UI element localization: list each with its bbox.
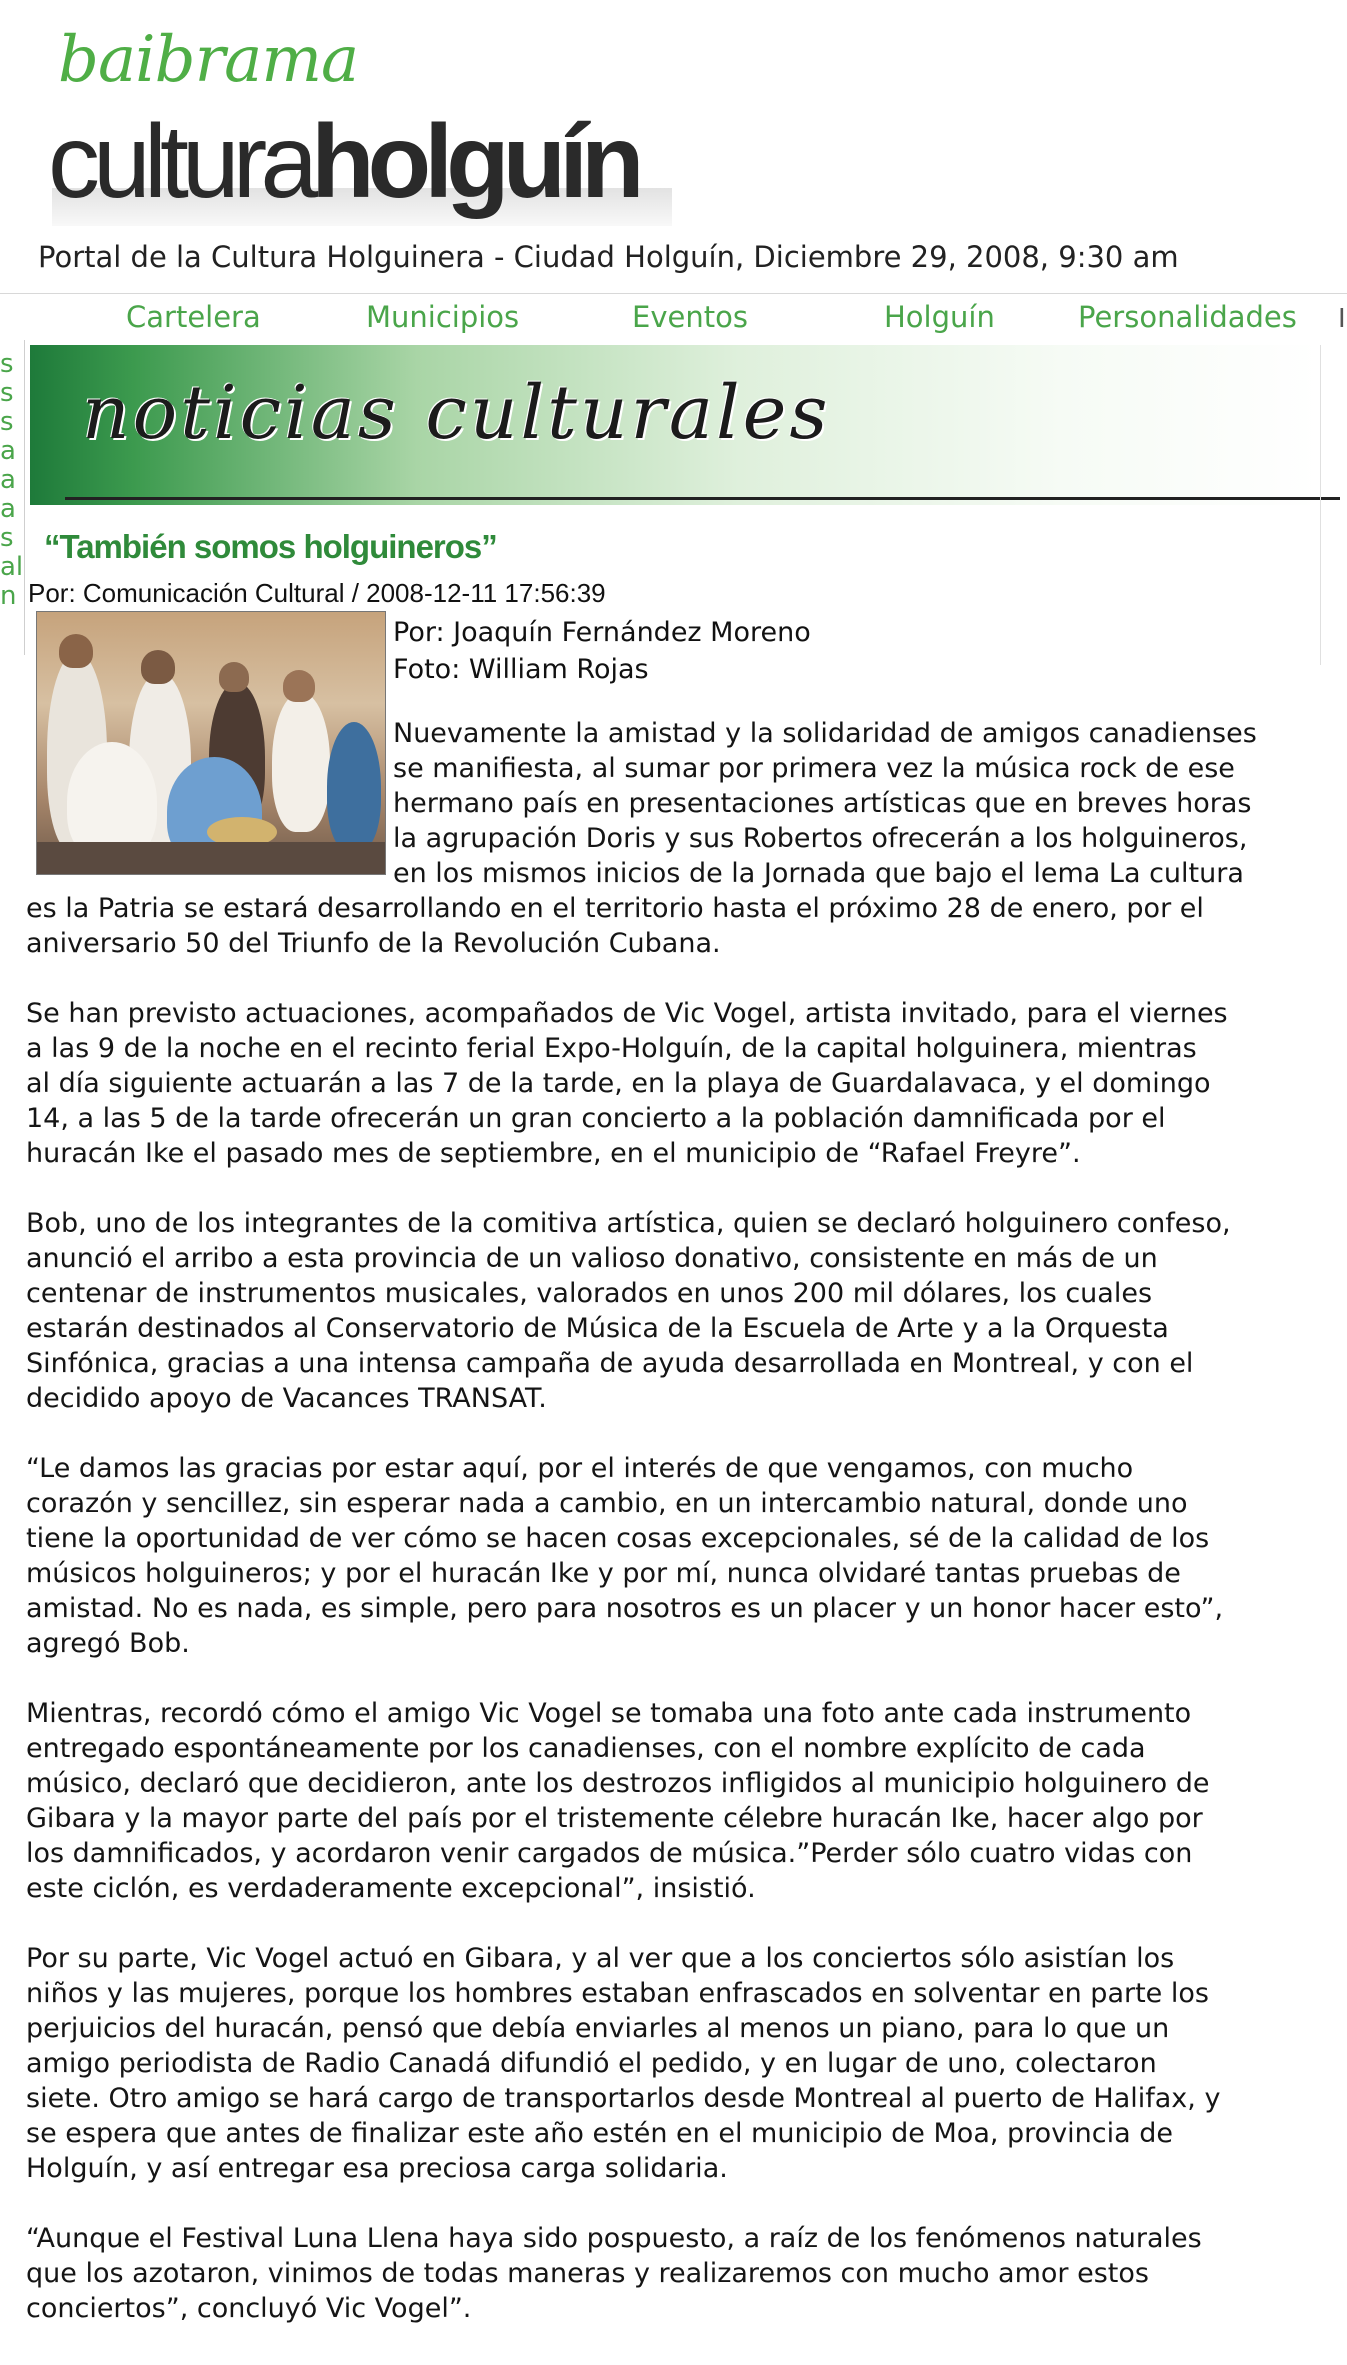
left-fragment-6[interactable]: a <box>0 494 16 524</box>
photo-figure <box>59 634 93 668</box>
nav-item-cartelera[interactable]: Cartelera <box>126 300 261 334</box>
text-line: entregado espontáneamente por los canadienses, con el nombre explícito de cada <box>26 1733 1146 1764</box>
left-fragment-7[interactable]: s <box>0 523 14 553</box>
nav-item-eventos[interactable]: Eventos <box>632 300 748 334</box>
photo-credit: Foto: William Rojas <box>393 654 649 685</box>
text-line: niños y las mujeres, porque los hombres estaban enfrascados en solventar en parte los <box>26 1978 1209 2009</box>
text-line: músicos holguineros; y por el huracán Ike y por mí, nunca olvidaré tantas pruebas de <box>26 1558 1181 1589</box>
left-fragment-2[interactable]: s <box>0 378 14 408</box>
text-line: amigo periodista de Radio Canadá difundió el pedido, y en lugar de uno, colectaron <box>26 2048 1157 2079</box>
nav-separator: I <box>1338 304 1346 334</box>
text-line: perjuicios del huracán, pensó que debía enviarles al menos un piano, para lo que un <box>26 2013 1170 2044</box>
article-title[interactable]: “También somos holguineros” <box>44 528 497 565</box>
article-body <box>26 716 1336 2326</box>
right-border <box>1320 345 1321 665</box>
left-sidebar-border <box>24 340 25 655</box>
photo-figure <box>141 650 175 684</box>
paragraph-6 <box>26 1941 1336 2186</box>
logo-script-text: baibrama <box>58 23 359 97</box>
paragraph-3 <box>26 1206 1336 1416</box>
logo-main-bold: holguín <box>311 104 638 220</box>
logo-main-light: cultura <box>48 104 312 220</box>
text-line: anunció el arribo a esta provincia de un valioso donativo, consistente en más de un <box>26 1243 1158 1274</box>
text-line: Bob, uno de los integrantes de la comitiva artística, quien se declaró holguinero confeso, <box>26 1208 1231 1239</box>
text-line: que los azotaron, vinimos de todas maneras y realizaremos con mucho amor estos <box>26 2258 1149 2289</box>
paragraph-2 <box>26 996 1336 1171</box>
paragraph-7 <box>26 2221 1336 2326</box>
text-line: corazón y sencillez, sin esperar nada a cambio, en un intercambio natural, donde uno <box>26 1488 1188 1519</box>
text-line: Sinfónica, gracias a una intensa campaña de ayuda desarrollada en Montreal, y con el <box>26 1348 1194 1379</box>
left-fragment-5[interactable]: a <box>0 465 16 495</box>
photo-figure <box>283 670 315 702</box>
text-line: los damnificados, y acordaron venir cargados de música.”Perder sólo cuatro vidas con <box>26 1838 1193 1869</box>
text-line: Mientras, recordó cómo el amigo Vic Vogel se tomaba una foto ante cada instrumento <box>26 1698 1192 1729</box>
left-fragment-3[interactable]: s <box>0 407 14 437</box>
text-line: tiene la oportunidad de ver cómo se hacen cosas excepcionales, sé de la calidad de los <box>26 1523 1210 1554</box>
text-line: amistad. No es nada, es simple, pero para nosotros es un placer y un honor hacer esto”, <box>26 1593 1224 1624</box>
site-tagline: Portal de la Cultura Holguinera - Ciudad Holguín, Diciembre 29, 2008, 9:30 am <box>38 240 1179 274</box>
text-line: es la Patria se estará desarrollando en el territorio hasta el próximo 28 de enero, por el <box>26 893 1204 924</box>
nav-item-personalidades[interactable]: Personalidades <box>1078 300 1297 334</box>
main-nav <box>0 300 1347 344</box>
banner-rule <box>65 497 1340 500</box>
text-line: Nuevamente la amistad y la solidaridad de amigos canadienses <box>393 718 1257 749</box>
text-line: agregó Bob. <box>26 1628 190 1659</box>
photo-credits <box>393 614 811 688</box>
text-line: músico, declaró que decidieron, ante los destrozos infligidos al municipio holguinero de <box>26 1768 1210 1799</box>
text-line: aniversario 50 del Triunfo de la Revolución Cubana. <box>26 928 721 959</box>
text-line: hermano país en presentaciones artísticas que en breves horas <box>393 788 1252 819</box>
text-line: a las 9 de la noche en el recinto ferial Expo-Holguín, de la capital holguinera, mientras <box>26 1033 1197 1064</box>
left-fragment-1[interactable]: s <box>0 349 14 379</box>
text-line: Holguín, y así entregar esa preciosa carga solidaria. <box>26 2153 728 2184</box>
logo-main-text <box>48 104 638 220</box>
text-line: Por su parte, Vic Vogel actuó en Gibara, y al ver que a los conciertos sólo asistían los <box>26 1943 1175 1974</box>
text-line: conciertos”, concluyó Vic Vogel”. <box>26 2293 472 2324</box>
text-line: centenar de instrumentos musicales, valorados en unos 200 mil dólares, los cuales <box>26 1278 1153 1309</box>
paragraph-1-rest <box>26 891 1336 961</box>
text-line: 14, a las 5 de la tarde ofrecerán un gran concierto a la población damnificada por el <box>26 1103 1166 1134</box>
paragraph-1-wrapped <box>26 716 1336 891</box>
left-fragment-8[interactable]: al <box>0 552 24 582</box>
text-line: Gibara y la mayor parte del país por el tristemente célebre huracán Ike, hacer algo por <box>26 1803 1203 1834</box>
left-fragment-9[interactable]: n <box>0 581 17 611</box>
text-line: en los mismos inicios de la Jornada que bajo el lema La cultura <box>393 858 1244 889</box>
banner-title: noticias culturales <box>82 370 831 456</box>
text-line: “Aunque el Festival Luna Llena haya sido pospuesto, a raíz de los fenómenos naturales <box>26 2223 1202 2254</box>
text-line: al día siguiente actuarán a las 7 de la tarde, en la playa de Guardalavaca, y el domingo <box>26 1068 1211 1099</box>
text-line: siete. Otro amigo se hará cargo de transportarlos desde Montreal al puerto de Halifax, y <box>26 2083 1221 2114</box>
text-line: decidido apoyo de Vacances TRANSAT. <box>26 1383 547 1414</box>
nav-item-holguin[interactable]: Holguín <box>884 300 995 334</box>
text-line: “Le damos las gracias por estar aquí, por el interés de que vengamos, con mucho <box>26 1453 1134 1484</box>
text-line: este ciclón, es verdaderamente excepcional”, insistió. <box>26 1873 756 1904</box>
left-fragment-4[interactable]: a <box>0 436 16 466</box>
section-banner <box>30 345 1320 505</box>
text-line: se espera que antes de finalizar este año estén en el municipio de Moa, provincia de <box>26 2118 1174 2149</box>
text-line: se manifiesta, al sumar por primera vez la música rock de ese <box>393 753 1235 784</box>
paragraph-4 <box>26 1451 1336 1661</box>
header-divider <box>0 293 1347 294</box>
text-line: estarán destinados al Conservatorio de Música de la Escuela de Arte y a la Orquesta <box>26 1313 1169 1344</box>
article-author: Por: Joaquín Fernández Moreno <box>393 617 811 648</box>
left-sidebar-fragment <box>0 350 22 611</box>
photo-figure <box>219 662 249 692</box>
paragraph-5 <box>26 1696 1336 1906</box>
nav-item-municipios[interactable]: Municipios <box>366 300 520 334</box>
text-line: huracán Ike el pasado mes de septiembre, en el municipio de “Rafael Freyre”. <box>26 1138 1081 1169</box>
text-line: Se han previsto actuaciones, acompañados de Vic Vogel, artista invitado, para el viernes <box>26 998 1228 1029</box>
text-line: la agrupación Doris y sus Robertos ofrecerán a los holguineros, <box>393 823 1248 854</box>
article-byline: Por: Comunicación Cultural / 2008-12-11 17:56:39 <box>28 578 606 608</box>
